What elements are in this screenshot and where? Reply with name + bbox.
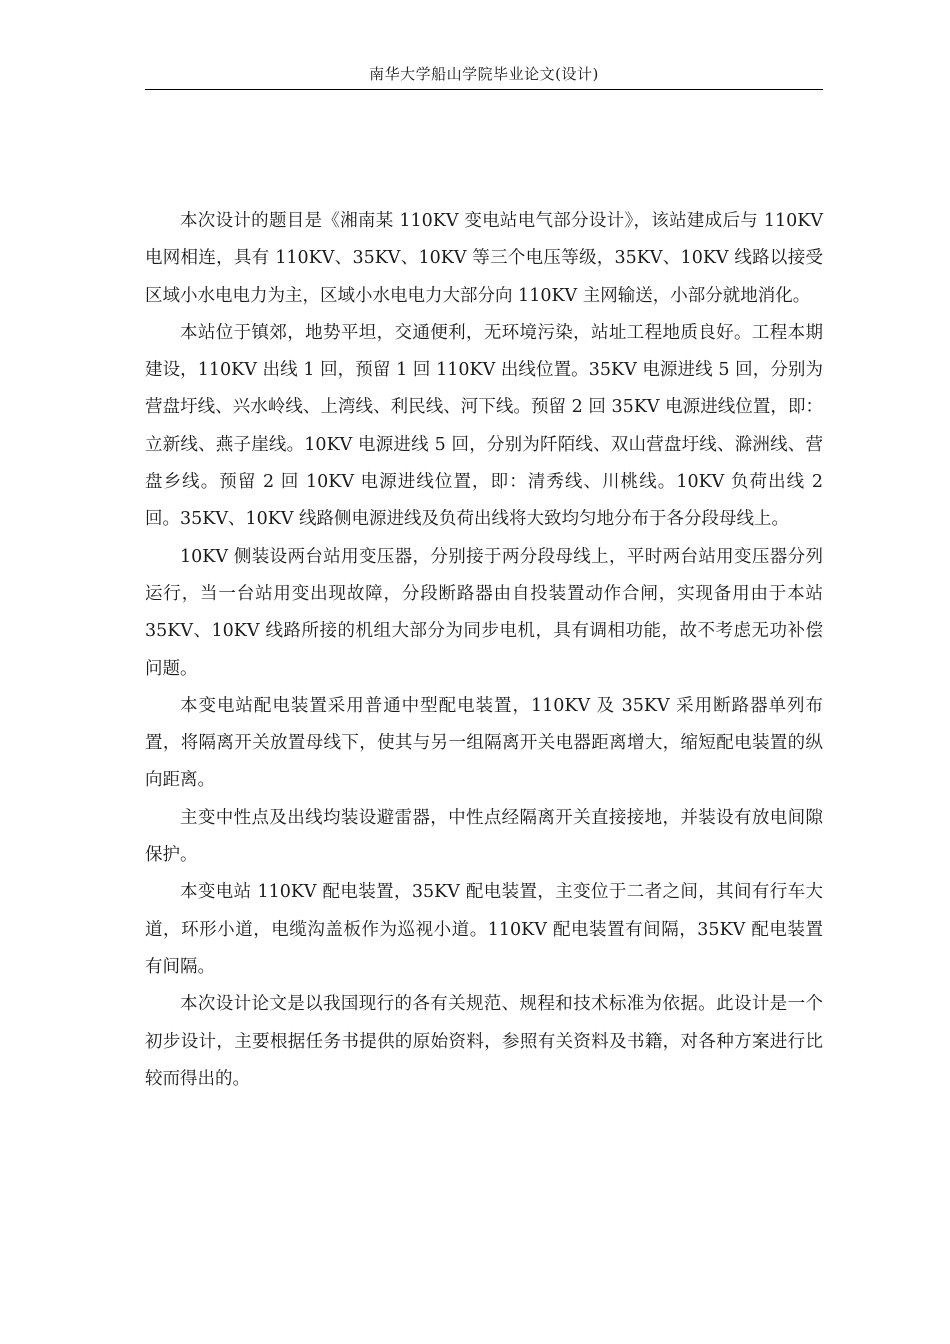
paragraph-station-transformer: 10KV 侧装设两台站用变压器，分别接于两分段母线上，平时两台站用变压器分列运行，当一台站用变出现故障，分段断路器由自投装置动作合闸，实现备用由于本站 35KV、10KV 线路所接的机组大部分为同步电机，具有调相功能，故不考虑无功补偿问题。: [145, 546, 823, 679]
paragraph-lightning-protection: 主变中性点及出线均装设避雷器，中性点经隔离开关直接接地，并装设有放电间隙保护。: [145, 807, 823, 866]
header-divider: [145, 89, 823, 90]
paragraph-site-location: 本站位于镇郊，地势平坦，交通便利，无环境污染，站址工程地质良好。工程本期建设，110KV 出线 1 回，预留 1 回 110KV 出线位置。35KV 电源进线 5 回，分别为营盘圩线、兴水岭线、上湾线、利民线、河下线。预留 2 回 35KV 电源进线位置，即：立新线、燕子崖线。10KV 电源进线 5 回，分别为阡陌线、双山营盘圩线、滁洲线、营盘乡线。预留 2 回 10KV 电源进线位置，即：清秀线、川桃线。10KV 负荷出线 2 回。35KV、10KV 线路侧电源进线及负荷出线将大致均匀地分布于各分段母线上。: [145, 322, 823, 530]
paragraph-design-topic: 本次设计的题目是《湘南某 110KV 变电站电气部分设计》，该站建成后与 110KV 电网相连，具有 110KV、35KV、10KV 等三个电压等级，35KV、10KV 线路以接受区域小水电电力为主，区域小水电电力大部分向 110KV 主网输送，小部分就地消化。: [145, 211, 823, 306]
paragraph-design-basis: 本次设计论文是以我国现行的各有关规范、规程和技术标准为依据。此设计是一个初步设计，主要根据任务书提供的原始资料，参照有关资料及书籍，对各种方案进行比较而得出的。: [145, 994, 823, 1089]
document-body: [145, 203, 823, 1098]
paragraph-site-arrangement: 本变电站 110KV 配电装置，35KV 配电装置，主变位于二者之间，其间有行车大道，环形小道，电缆沟盖板作为巡视小道。110KV 配电装置有间隔，35KV 配电装置有间隔。: [145, 882, 823, 977]
page-header-title: 南华大学船山学院毕业论文(设计): [369, 65, 599, 83]
paragraph-switchgear-layout: 本变电站配电装置采用普通中型配电装置，110KV 及 35KV 采用断路器单列布置，将隔离开关放置母线下，使其与另一组隔离开关电器距离增大，缩短配电装置的纵向距离。: [145, 695, 823, 791]
